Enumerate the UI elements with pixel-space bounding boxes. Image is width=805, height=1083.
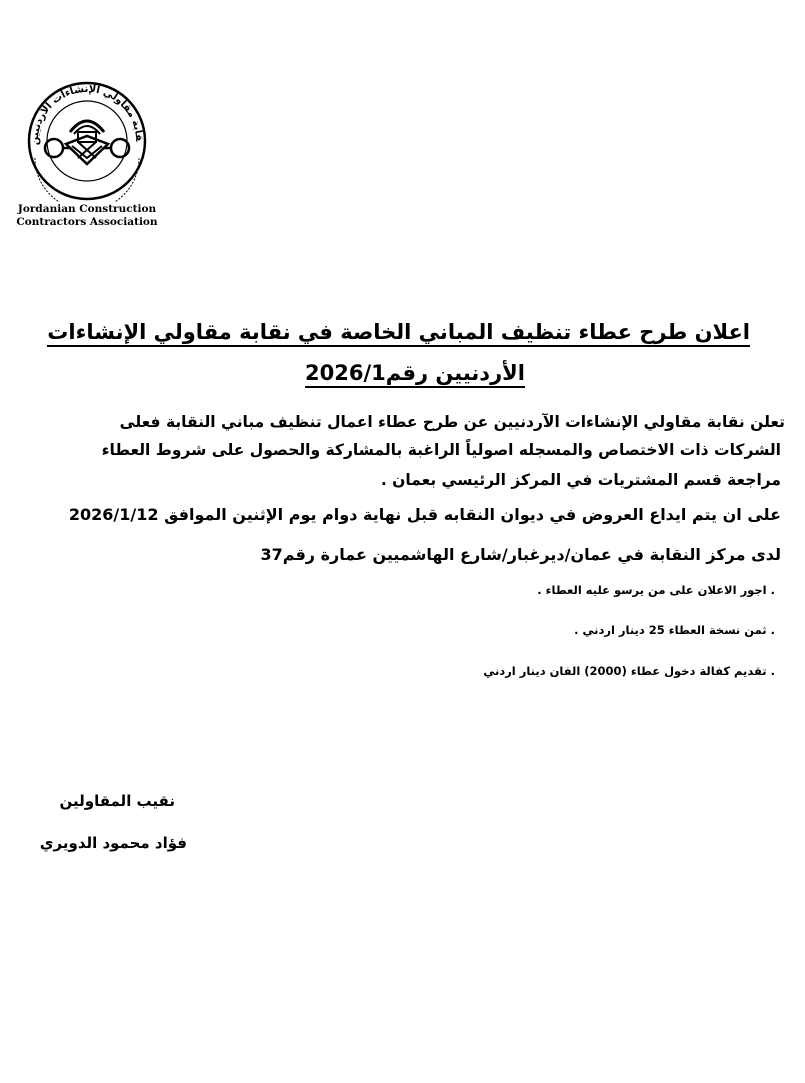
signature-name: فؤاد محمود الدويري xyxy=(39,834,187,852)
bullet-tender-copy-price: . ثمن نسخة العطاء 25 دينار اردني . xyxy=(574,623,775,637)
announcement-title-line1: اعلان طرح عطاء تنظيف المباني الخاصة في نقابة مقاولي الإنشاءات xyxy=(47,320,750,347)
association-logo xyxy=(8,80,166,230)
association-emblem-icon xyxy=(8,80,166,202)
body-line-5: لدى مركز النقابة في عمان/ديرغبار/شارع الهاشميين عمارة رقم37 xyxy=(260,545,781,564)
body-line-4: على ان يتم ايداع العروض في ديوان النقابه قبل نهاية دوام يوم الإثنين الموافق 2026/1/12 xyxy=(68,505,781,524)
bullet-bid-bond: . تقديم كفالة دخول عطاء (2000) الفان دينار اردني xyxy=(483,664,775,678)
body-line-2: الشركات ذات الاختصاص والمسجله اصولياً الراغبة بالمشاركة والحصول على شروط العطاء xyxy=(101,441,781,459)
bullet-advertising-fees: . اجور الاعلان على من يرسو عليه العطاء . xyxy=(537,583,775,597)
body-line-3: مراجعة قسم المشتريات في المركز الرئيسي بعمان . xyxy=(380,471,781,489)
logo-english-line1: Jordanian Construction xyxy=(17,203,157,215)
body-line-1: تعلن نقابة مقاولي الإنشاءات الآردنيين عن طرح عطاء اعمال تنظيف مباني النقابة فعلى xyxy=(119,413,785,431)
svg-text:نقابة مقاولي الإنشاءات الأردني: قابة مقاولي الإنشاءات الأردنيين xyxy=(29,83,145,146)
logo-english-line2: Contractors Association xyxy=(16,216,158,228)
announcement-title-line2: الأردنيين رقم2026/1 xyxy=(305,361,525,388)
signature-title: نقيب المقاولين xyxy=(59,792,175,810)
